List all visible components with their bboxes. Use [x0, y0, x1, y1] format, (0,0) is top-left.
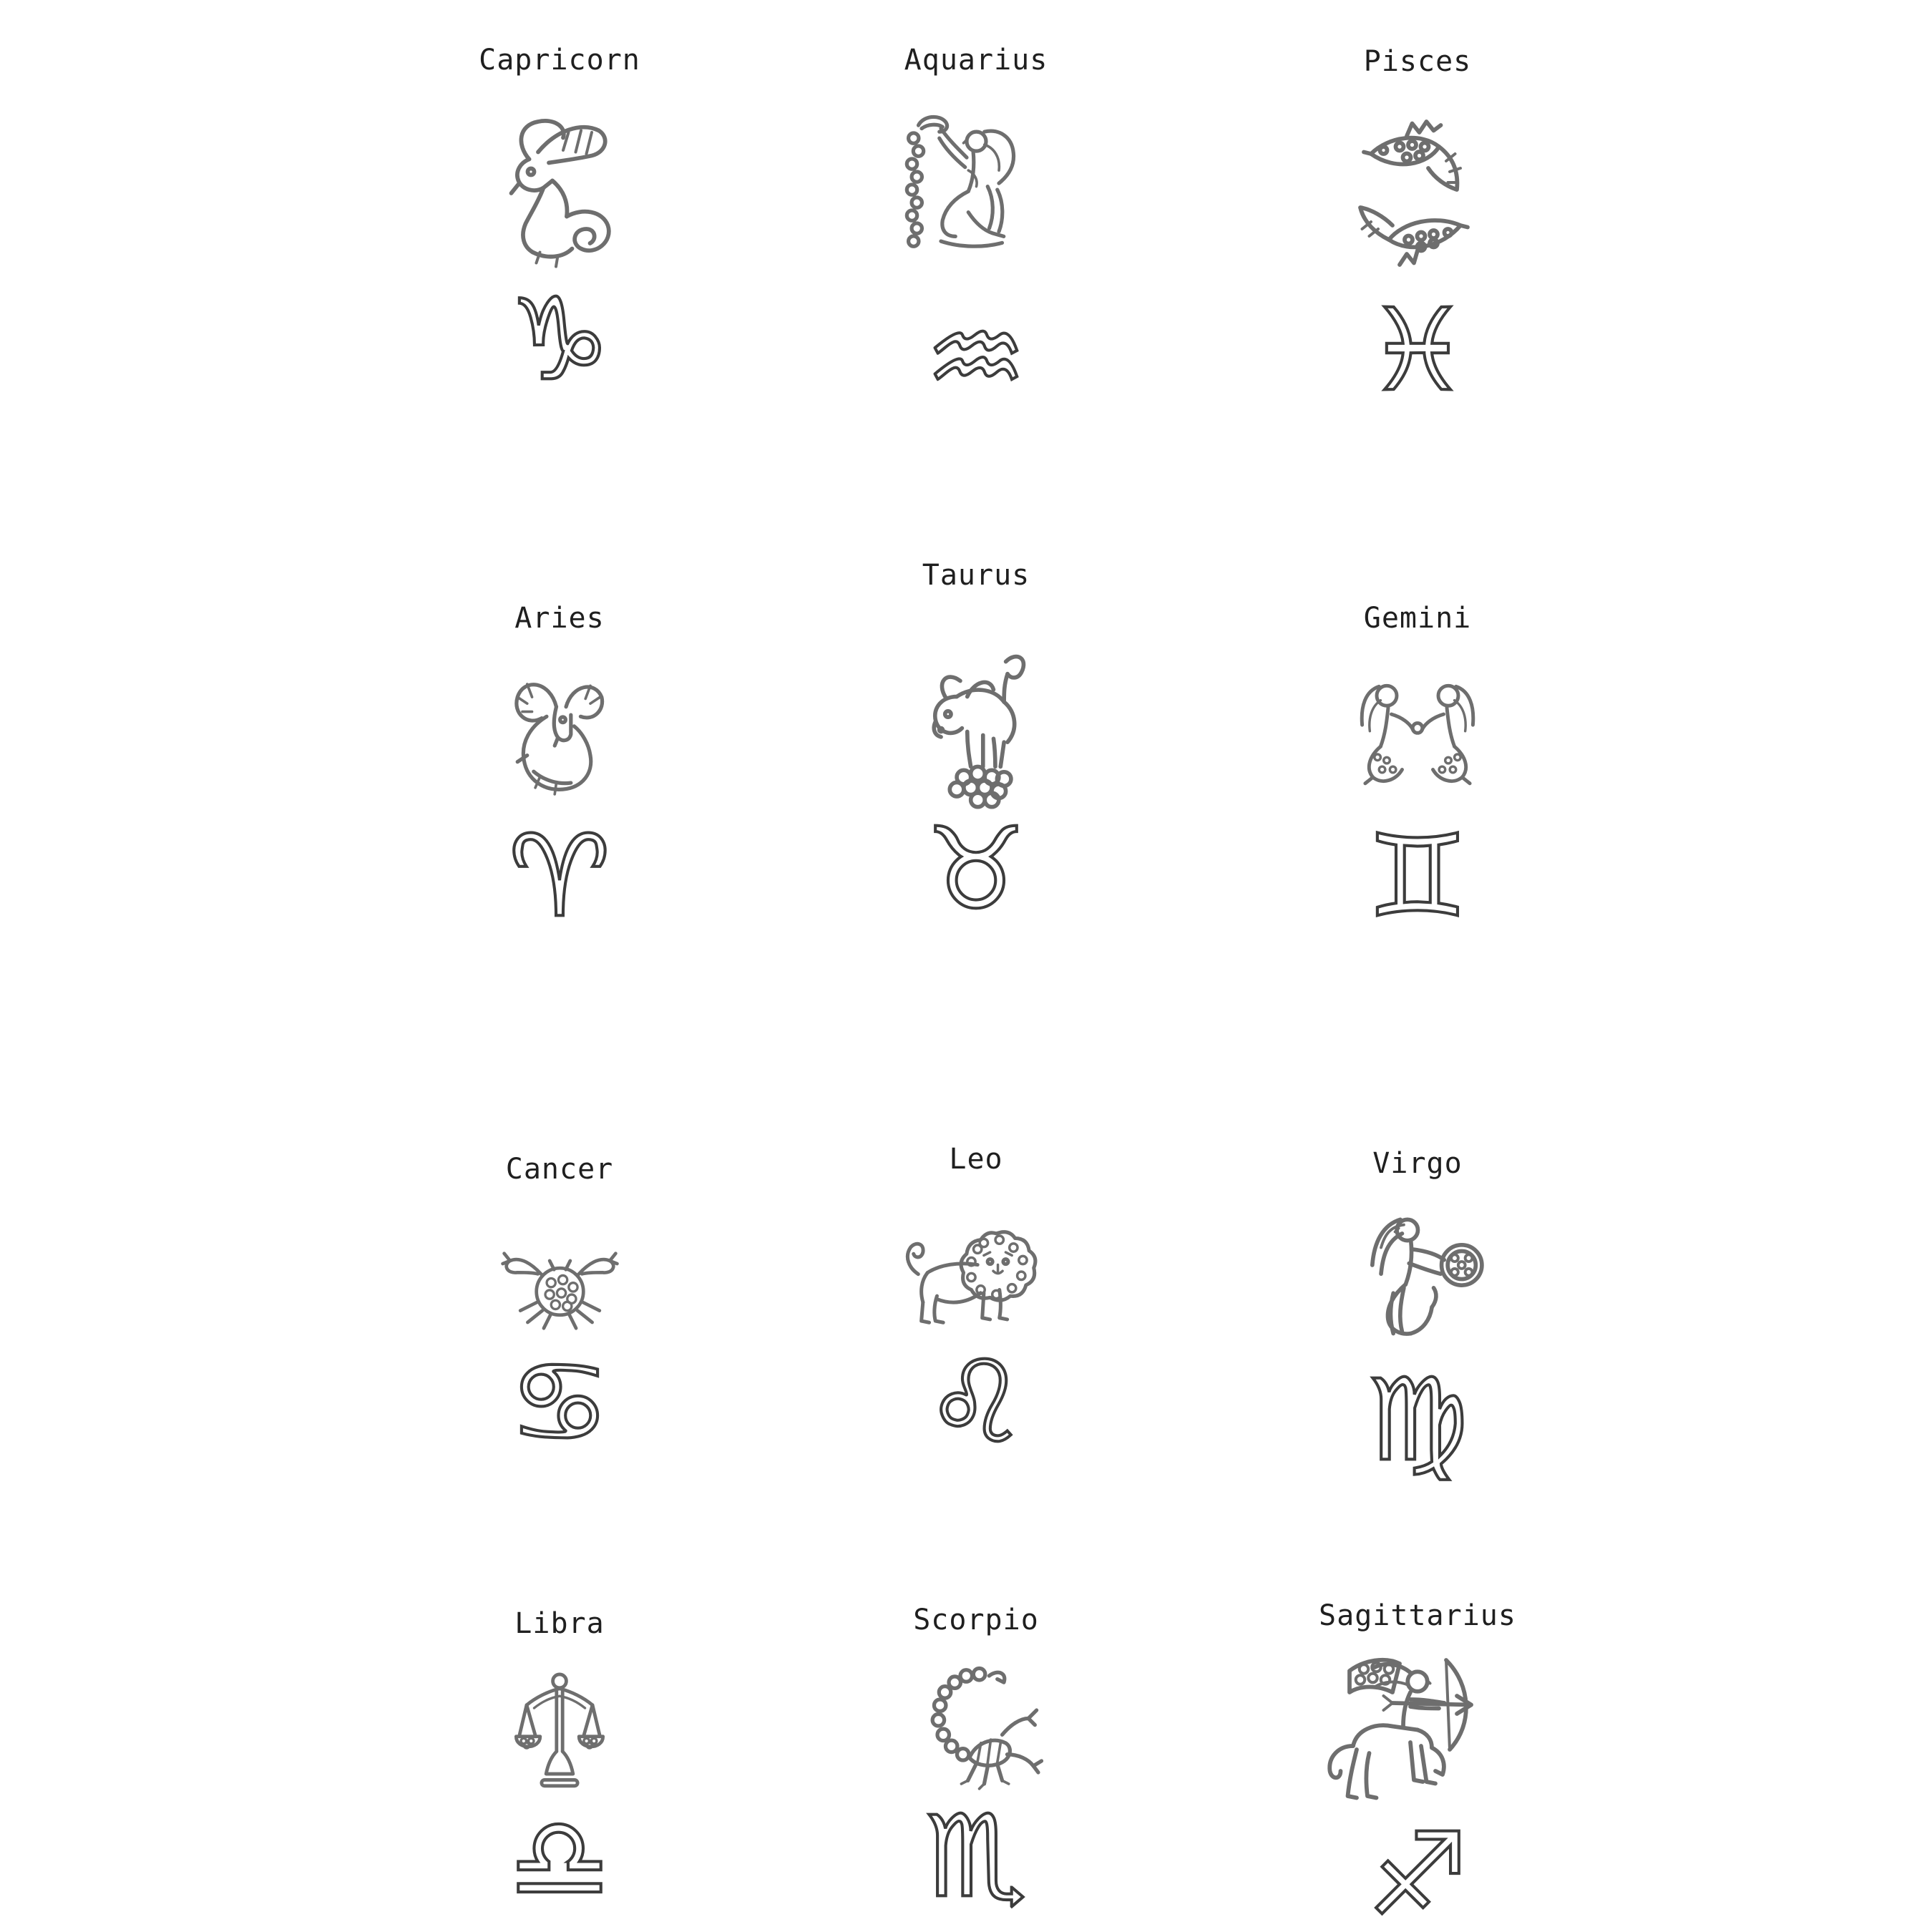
sign-label-taurus: Taurus [922, 559, 1030, 592]
sign-label-cancer: Cancer [505, 1153, 614, 1186]
aquarius-glyph-icon [908, 308, 1044, 422]
sagittarius-illustration [1289, 1646, 1546, 1825]
sign-cell-capricorn [388, 42, 731, 404]
sign-label-aries: Aries [514, 602, 605, 635]
cancer-illustration [487, 1208, 633, 1347]
aries-glyph-text: ♈ [509, 826, 610, 941]
sign-cell-leo [804, 1141, 1148, 1467]
taurus-glyph-icon [908, 819, 1044, 934]
sign-cell-scorpio [804, 1601, 1148, 1921]
sign-cell-virgo [1246, 1145, 1589, 1485]
leo-glyph-icon [908, 1352, 1044, 1467]
sign-label-gemini: Gemini [1363, 602, 1472, 635]
sign-label-pisces: Pisces [1363, 45, 1472, 78]
cancer-glyph-text: ♋ [509, 1352, 610, 1467]
gemini-illustration [1314, 662, 1521, 816]
sign-cell-taurus [804, 557, 1148, 934]
gemini-glyph-text: ♊ [1367, 826, 1468, 941]
scorpio-illustration [894, 1653, 1058, 1807]
virgo-illustration [1327, 1195, 1509, 1370]
pisces-illustration [1328, 111, 1507, 275]
capricorn-glyph-text: ♑ [509, 290, 610, 404]
sign-cell-gemini [1246, 600, 1589, 941]
libra-illustration [484, 1659, 635, 1805]
virgo-glyph-text: ♍ [1367, 1370, 1468, 1485]
aries-glyph-icon [492, 826, 628, 941]
sign-label-virgo: Virgo [1372, 1147, 1463, 1180]
pisces-glyph-icon [1350, 301, 1485, 415]
aries-illustration [492, 657, 628, 821]
scorpio-glyph-icon [908, 1807, 1044, 1921]
sign-label-capricorn: Capricorn [479, 44, 640, 77]
leo-illustration [890, 1202, 1062, 1352]
sign-cell-aries [388, 600, 731, 941]
capricorn-glyph-icon [492, 290, 628, 404]
pisces-glyph-text: ♓ [1367, 301, 1468, 415]
capricorn-illustration [470, 107, 649, 290]
taurus-glyph-text: ♉ [925, 819, 1027, 934]
sign-label-leo: Leo [949, 1143, 1003, 1176]
virgo-glyph-icon [1350, 1370, 1485, 1485]
sign-cell-pisces [1246, 43, 1589, 415]
leo-glyph-text: ♌ [925, 1352, 1027, 1467]
scorpio-glyph-text: ♏ [925, 1807, 1027, 1921]
sign-cell-aquarius [804, 42, 1148, 422]
gemini-glyph-icon [1350, 826, 1485, 941]
sagittarius-glyph-text: ♐ [1367, 1825, 1468, 1932]
cancer-glyph-icon [492, 1352, 628, 1467]
aquarius-glyph-text: ♒ [925, 308, 1027, 422]
sign-label-scorpio: Scorpio [913, 1604, 1039, 1636]
aquarius-illustration [896, 104, 1057, 293]
sign-label-sagittarius: Sagittarius [1319, 1599, 1516, 1632]
sign-label-aquarius: Aquarius [904, 44, 1048, 77]
sign-cell-libra [388, 1605, 731, 1923]
libra-glyph-text: ♎ [509, 1809, 610, 1923]
sign-label-libra: Libra [514, 1607, 605, 1640]
taurus-illustration [894, 644, 1058, 819]
sign-cell-sagittarius [1246, 1597, 1589, 1932]
sagittarius-glyph-icon [1350, 1825, 1485, 1932]
libra-glyph-icon [492, 1809, 628, 1923]
sign-cell-cancer [388, 1151, 731, 1467]
